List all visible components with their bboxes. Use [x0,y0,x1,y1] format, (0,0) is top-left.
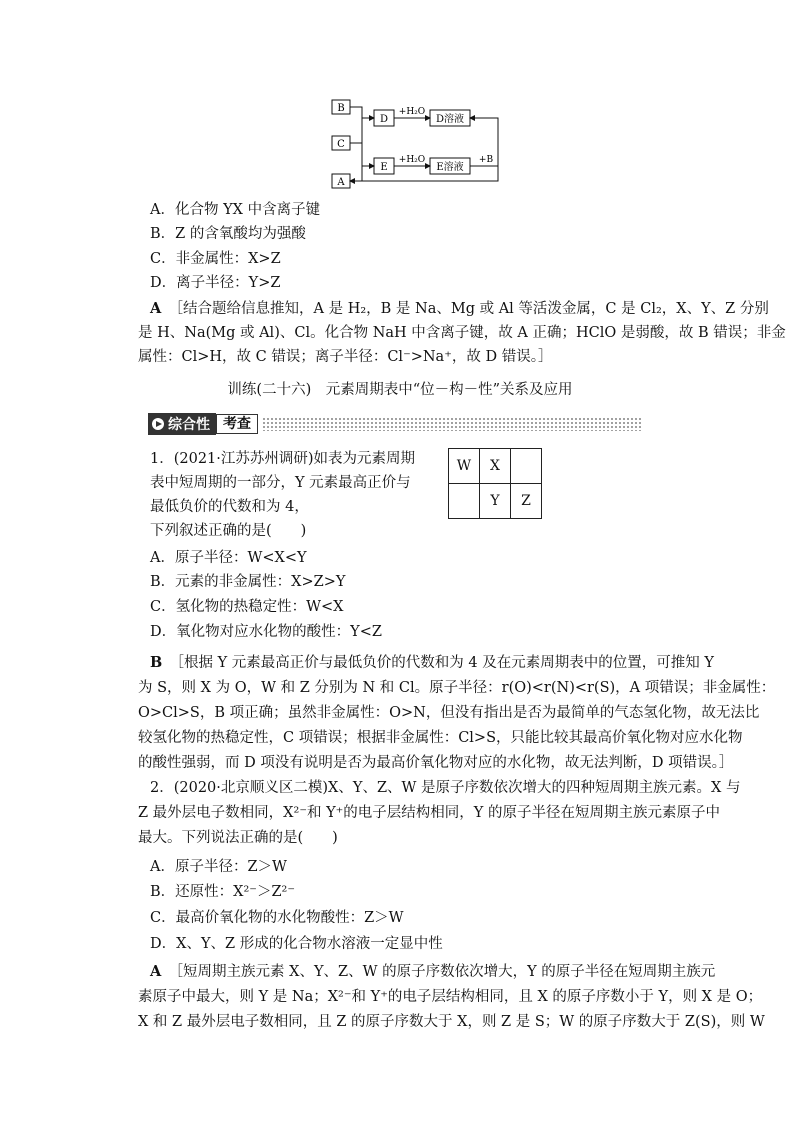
q1-line-1: 1．(2021·江苏苏州调研)如表为元素周期 [150,451,416,467]
cell-y: Y [480,484,511,519]
prev-answer-line-2: 是 H、Na(Mg 或 Al)、Cl。化合物 NaH 中含离子键，故 A 正确；HClO 是弱酸，故 B 错误；非金 [138,325,786,341]
q2-answer-line-2: 素原子中最大，则 Y 是 Na；X²⁻和 Y⁺的电子层结构相同，且 X 的原子序数小于 Y，则 X 是 O； [138,989,763,1005]
q2-answer-line-1 [150,961,715,983]
q1-answer-line-5: 的酸性强弱，而 D 项没有说明是否为最高价氧化物对应的水化物，故无法判断，D 项错误。］ [138,755,734,771]
prev-option-d: D．离子半径：Y>Z [150,275,281,291]
prev-option-b: B．Z 的含氧酸均为强酸 [150,226,306,242]
box-e: E [380,162,388,173]
cell-z: Z [511,484,542,519]
cell-x: X [480,449,511,484]
cell-empty-1 [511,449,542,484]
q2-line-2: Z 最外层电子数相同，X²⁻和 Y⁺的电子层结构相同，Y 的原子半径在短周期主族元素原子中 [138,805,720,821]
q1-answer-line-4: 较氢化物的热稳定性，C 项错误；根据非金属性：Cl>S，只能比较其最高价氧化物对应水化物 [138,730,743,746]
q1-answer-line-1 [150,652,714,674]
q2-line-1: 2．(2020·北京顺义区二模)X、Y、Z、W 是原子序数依次增大的四种短周期主族元素。X 与 [150,780,741,796]
play-icon [152,418,164,430]
prev-answer-line-1 [150,298,769,320]
label-plus-b: +B [478,155,494,165]
q1-answer-text-1: ［根据 Y 元素最高正价与最低负价的代数和为 4 及在元素周期表中的位置，可推知 Y [176,655,714,671]
q1-answer-line-2: 为 S，则 X 为 O，W 和 Z 分别为 N 和 Cl。原子半径：r(O)<r(N)<r(S)，A 项错误；非金属性： [138,680,776,696]
prev-option-c: C．非金属性：X>Z [150,251,281,267]
q2-option-b: B．还原性：X²⁻＞Z²⁻ [150,884,295,900]
q2-answer-letter: A [150,963,162,980]
q1-line-3: 最低负价的代数和为 4， [150,499,309,515]
q2-line-3: 最大。下列说法正确的是( ) [138,830,338,846]
q2-option-d: D．X、Y、Z 形成的化合物水溶液一定显中性 [150,936,443,952]
section-banner [148,413,642,435]
box-a: A [337,177,345,188]
cell-empty-2 [449,484,480,519]
banner-dots [262,417,642,431]
box-d-solution: D溶液 [435,114,465,125]
box-c: C [337,139,345,150]
prev-answer-letter: A [150,300,162,317]
cell-w: W [449,449,480,484]
q2-option-a: A．原子半径：Z＞W [150,859,287,875]
section-title: 训练(二十六) 元素周期表中“位－构－性”关系及应用 [227,382,573,398]
banner-label-1: 综合性 [168,417,210,433]
q2-answer-text-1: ［短周期主族元素 X、Y、Z、W 的原子序数依次增大，Y 的原子半径在短周期主族元 [175,964,716,980]
label-h2o-1: +H₂O [398,107,426,117]
prev-answer-text-1: ［结合题给信息推知，A 是 H₂，B 是 Na、Mg 或 Al 等活泼金属，C 是 Cl₂，X、Y、Z 分别 [175,301,769,317]
box-b: B [337,103,345,114]
q1-option-a: A．原子半径：W<X<Y [150,550,307,566]
periodic-table-fragment [448,448,542,519]
q1-option-c: C．氢化物的热稳定性：W<X [150,599,344,615]
reaction-diagram [326,96,516,192]
q1-option-d: D．氧化物对应水化物的酸性：Y<Z [150,624,382,640]
q1-answer-line-3: O>Cl>S，B 项正确；虽然非金属性：O>N，但没有指出是否为最简单的气态氢化物，故无法比 [138,705,760,721]
q1-answer-letter: B [150,654,163,671]
prev-answer-line-3: 属性：Cl>H，故 C 错误；离子半径：Cl⁻>Na⁺，故 D 错误。］ [138,349,553,365]
banner-tag-main [148,413,216,435]
q1-option-b: B．元素的非金属性：X>Z>Y [150,574,346,590]
q1-line-4: 下列叙述正确的是( ) [150,523,307,539]
label-h2o-2: +H₂O [398,155,426,165]
q2-option-c: C．最高价氧化物的水化物酸性：Z＞W [150,910,404,926]
box-e-solution: E溶液 [436,162,464,173]
q2-answer-line-3: X 和 Z 最外层电子数相同，且 Z 的原子序数大于 X，则 Z 是 S；W 的原子序数大于 Z(S)，则 W [138,1014,765,1030]
q1-line-2: 表中短周期的一部分，Y 元素最高正价与 [150,475,411,491]
prev-option-a: A．化合物 YX 中含离子键 [150,202,321,218]
banner-label-2: 考查 [216,414,258,434]
box-d: D [379,114,389,125]
